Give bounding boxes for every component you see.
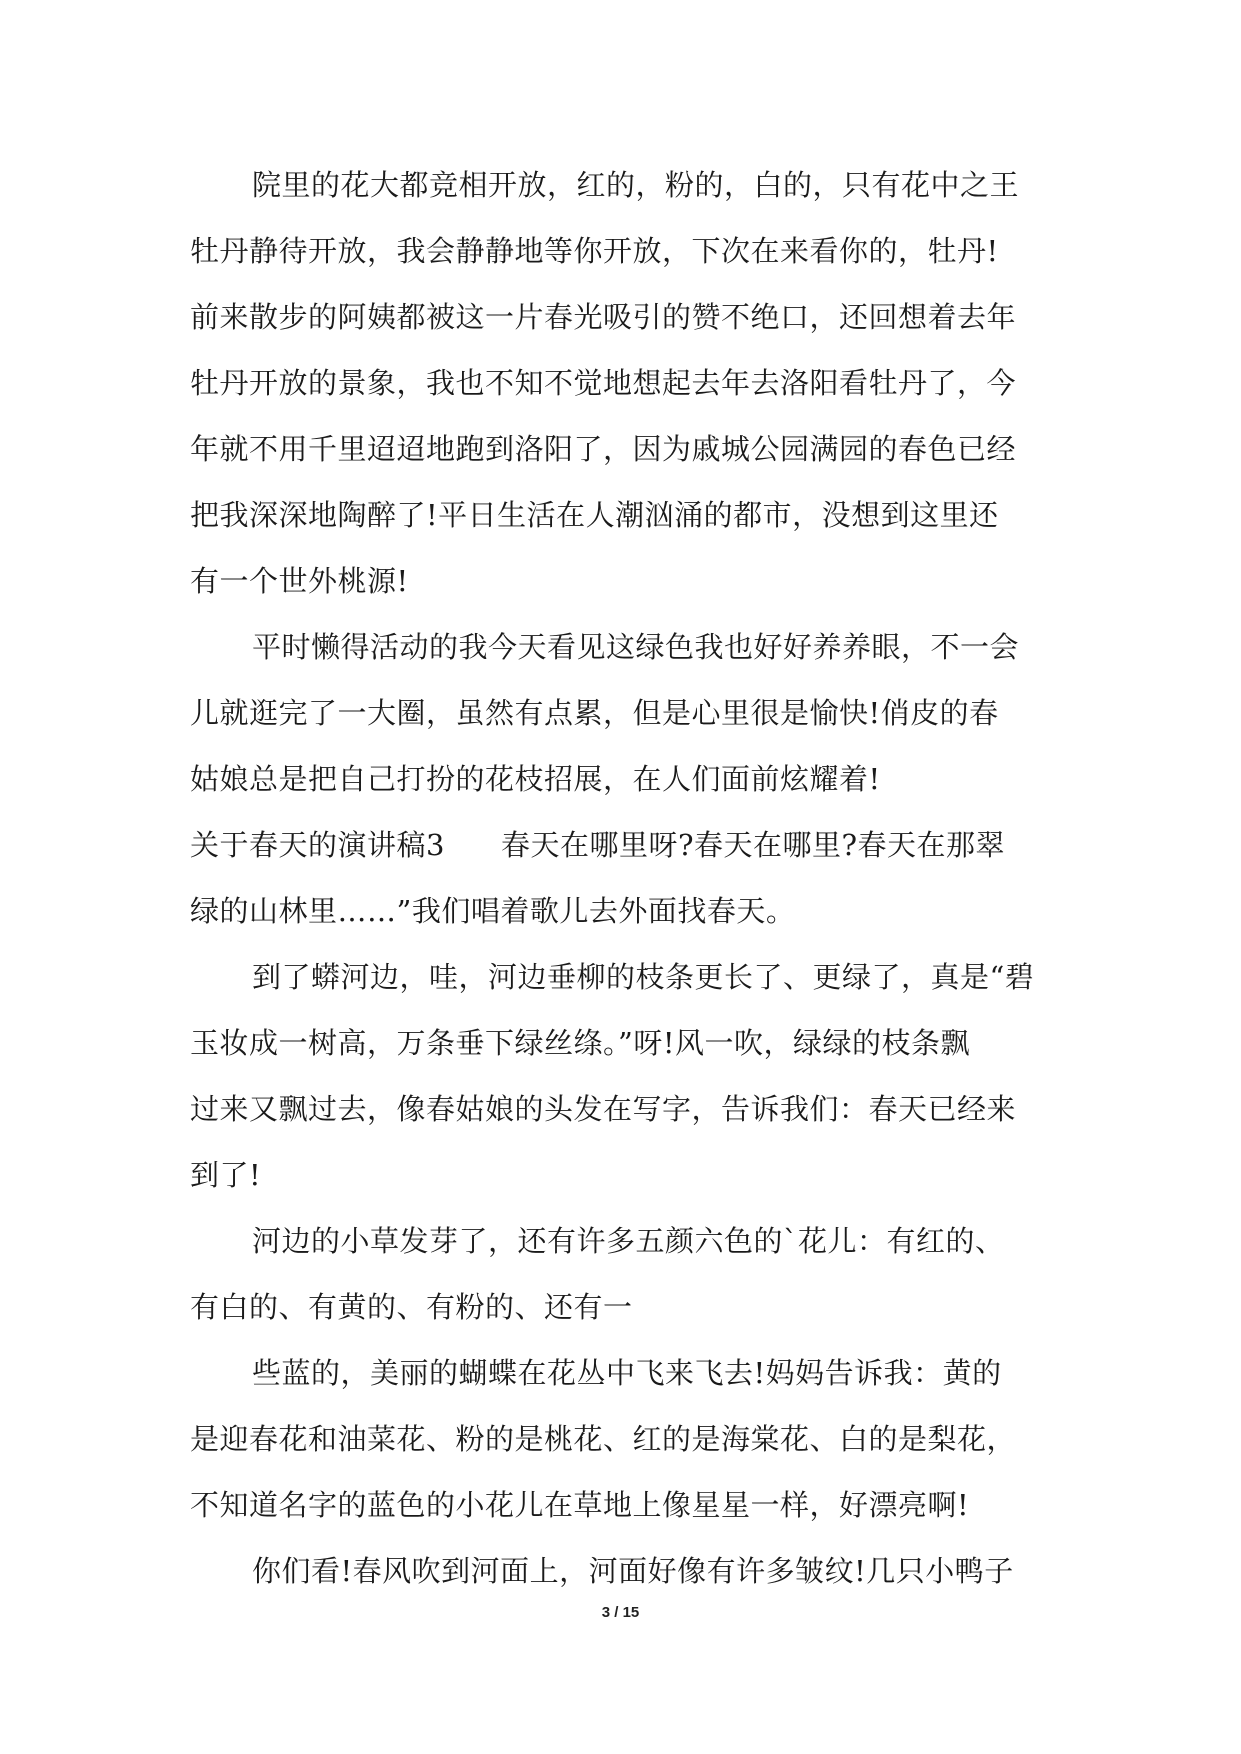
paragraph-line: 牡丹静待开放，我会静静地等你开放，下次在来看你的，牡丹! (190, 234, 999, 268)
paragraph-line: 把我深深地陶醉了!平日生活在人潮汹涌的都市，没想到这里还 (190, 498, 999, 532)
paragraph-line: 过来又飘过去，像春姑娘的头发在写字，告诉我们：春天已经来 (190, 1092, 1017, 1126)
document-body (190, 160, 1060, 1612)
paragraph-line: 平时懒得活动的我今天看见这绿色我也好好养养眼，不一会 (252, 630, 1020, 664)
paragraph-line: 儿就逛完了一大圈，虽然有点累，但是心里很是愉快!俏皮的春 (190, 696, 999, 730)
paragraph-line: 些蓝的，美丽的蝴蝶在花丛中飞来飞去!妈妈告诉我：黄的 (252, 1356, 1002, 1390)
paragraph-line: 年就不用千里迢迢地跑到洛阳了，因为戚城公园满园的春色已经 (190, 432, 1017, 466)
paragraph-line: 绿的山林里……”我们唱着歌儿去外面找春天。 (190, 894, 796, 928)
paragraph-line: 你们看!春风吹到河面上，河面好像有许多皱纹!几只小鸭子 (252, 1554, 1014, 1588)
page-number: 3 / 15 (601, 1604, 640, 1621)
paragraph-line: 牡丹开放的景象，我也不知不觉地想起去年去洛阳看牡丹了，今 (190, 366, 1017, 400)
paragraph-line: 玉妆成一树高，万条垂下绿丝绦。”呀!风一吹，绿绿的枝条飘 (190, 1026, 970, 1060)
paragraph-line: 院里的花大都竞相开放，红的，粉的，白的，只有花中之王 (252, 168, 1020, 202)
paragraph-line: 到了蟒河边，哇，河边垂柳的枝条更长了、更绿了，真是“碧 (252, 960, 1035, 994)
section-heading-line (190, 820, 1060, 886)
paragraph-line: 是迎春花和油菜花、粉的是桃花、红的是海棠花、白的是梨花， (190, 1422, 1017, 1456)
section-heading: 关于春天的演讲稿3 (190, 828, 445, 862)
paragraph-line: 到了! (190, 1158, 262, 1192)
paragraph-line: 姑娘总是把自己打扮的花枝招展，在人们面前炫耀着! (190, 762, 881, 796)
paragraph-line: 不知道名字的蓝色的小花儿在草地上像星星一样，好漂亮啊! (190, 1488, 970, 1522)
paragraph-line: 有一个世外桃源! (190, 564, 409, 598)
paragraph-line: 有白的、有黄的、有粉的、还有一 (190, 1290, 633, 1324)
paragraph-line: 前来散步的阿姨都被这一片春光吸引的赞不绝口，还回想着去年 (190, 300, 1017, 334)
paragraph-line: 河边的小草发芽了，还有许多五颜六色的`花儿：有红的、 (252, 1224, 1005, 1258)
section-first-text: 春天在哪里呀?春天在哪里?春天在那翠 (500, 828, 1006, 862)
